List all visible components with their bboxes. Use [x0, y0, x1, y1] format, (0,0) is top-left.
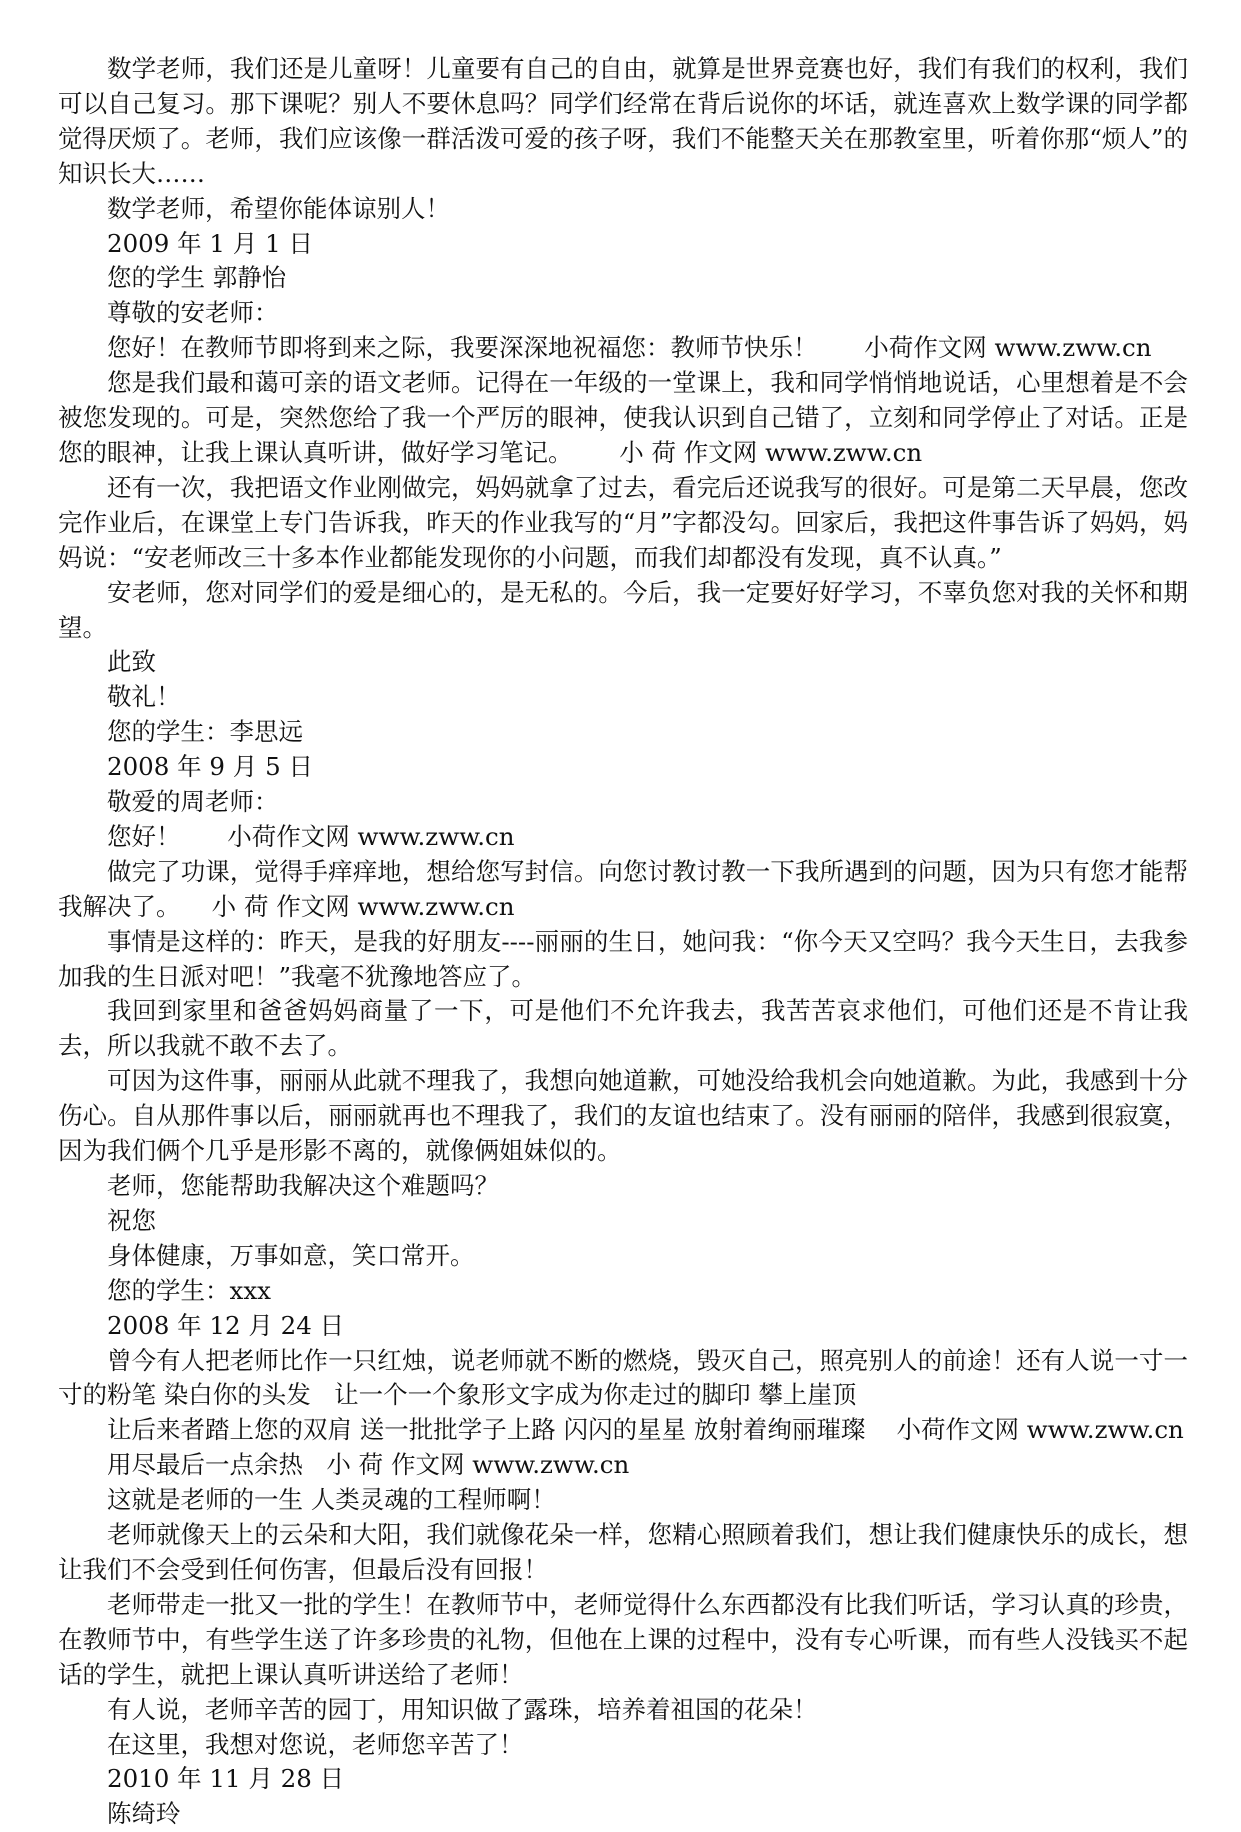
paragraph: 在这里，我想对您说，老师您辛苦了！ — [107, 1729, 524, 1759]
paragraph: 安老师，您对同学们的爱是细心的，是无私的。今后，我一定要好好学习，不辜负您对我的关怀和期望。 — [58, 577, 1188, 642]
paragraph: 还有一次，我把语文作业刚做完，妈妈就拿了过去，看完后还说我写的很好。可是第二天早晨，您改完作业后，在课堂上专门告诉我，昨天的作业我写的“月”字都没勾。回家后，我把这件事告诉了妈妈，妈妈说：“安老师改三十多本作业都能发现你的小问题，而我们却都没有发现，真不认真。” — [58, 472, 1188, 572]
paragraph: 数学老师，希望你能体谅别人！ — [107, 193, 450, 223]
paragraph: 您是我们最和蔼可亲的语文老师。记得在一年级的一堂课上，我和同学悄悄地说话，心里想着是不会被您发现的。可是，突然您给了我一个严厉的眼神，使我认识到自己错了，立刻和同学停止了对话。正是您的眼神，让我上课认真听讲，做好学习笔记。 小 荷 作文网 www.zww.cn — [58, 368, 1188, 467]
paragraph: 这就是老师的一生 人类灵魂的工程师啊！ — [107, 1485, 556, 1515]
paragraph: 可因为这件事，丽丽从此就不理我了，我想向她道歉，可她没给我机会向她道歉。为此，我感到十分伤心。自从那件事以后，丽丽就再也不理我了，我们的友谊也结束了。没有丽丽的陪伴，我感到很寂寞，因为我们俩个几乎是形影不离的，就像俩姐妹似的。 — [58, 1066, 1188, 1166]
letter-date: 2008 年 12 月 24 日 — [107, 1310, 345, 1340]
paragraph: 老师带走一批又一批的学生！在教师节中，老师觉得什么东西都没有比我们听话，学习认真的珍贵，在教师节中，有些学生送了许多珍贵的礼物，但他在上课的过程中，没有专心听课，而有些人没钱买不起话的学生，就把上课认真听讲送给了老师！ — [58, 1589, 1188, 1689]
letter-date: 2010 年 11 月 28 日 — [107, 1764, 345, 1794]
paragraph: 老师就像天上的云朵和大阳，我们就像花朵一样，您精心照顾着我们，想让我们健康快乐的成长，想让我们不会受到任何伤害，但最后没有回报！ — [58, 1520, 1188, 1584]
paragraph: 数学老师，我们还是儿童呀！儿童要有自己的自由，就算是世界竞赛也好，我们有我们的权利，我们可以自己复习。那下课呢？别人不要休息吗？同学们经常在背后说你的坏话，就连喜欢上数学课的同学都觉得厌烦了。老师，我们应该像一群活泼可爱的孩子呀，我们不能整天关在那教室里，听着你那“烦人”的知识长大…… — [58, 54, 1188, 188]
paragraph: 用尽最后一点余热 小 荷 作文网 www.zww.cn — [107, 1450, 630, 1480]
letter-signature: 您的学生 郭静怡 — [107, 263, 287, 293]
paragraph: 让后来者踏上您的双肩 送一批批学子上路 闪闪的星星 放射着绚丽璀璨 小荷作文网 www.zww.cn — [107, 1415, 1184, 1445]
paragraph: 您好！ 小荷作文网 www.zww.cn — [107, 821, 515, 851]
letter-signature: 陈绮玲 — [107, 1799, 181, 1829]
letter-date: 2008 年 9 月 5 日 — [107, 752, 313, 782]
letter-closing: 此致 — [107, 647, 156, 677]
letter-salutation: 尊敬的安老师： — [107, 298, 279, 328]
paragraph: 您好！在教师节即将到来之际，我要深深地祝福您：教师节快乐！ 小荷作文网 www.zww.cn — [107, 333, 1152, 363]
letter-salutation: 敬爱的周老师： — [107, 787, 279, 817]
letter-date: 2009 年 1 月 1 日 — [107, 228, 313, 258]
letter-closing: 祝您 — [107, 1205, 156, 1235]
paragraph: 有人说，老师辛苦的园丁，用知识做了露珠，培养着祖国的花朵！ — [107, 1694, 818, 1724]
document-body — [58, 52, 1188, 1832]
letter-signature: 您的学生：李思远 — [107, 717, 303, 747]
letter-closing: 身体健康，万事如意，笑口常开。 — [107, 1240, 475, 1270]
letter-signature: 您的学生：xxx — [107, 1275, 271, 1305]
paragraph: 曾今有人把老师比作一只红烛，说老师就不断的燃烧，毁灭自己，照亮别人的前途！还有人说一寸一寸的粉笔 染白你的头发 让一个一个象形文字成为你走过的脚印 攀上崖顶 — [58, 1345, 1188, 1410]
paragraph: 老师，您能帮助我解决这个难题吗？ — [107, 1171, 499, 1200]
paragraph: 做完了功课，觉得手痒痒地，想给您写封信。向您讨教讨教一下我所遇到的问题，因为只有您才能帮我解决了。 小 荷 作文网 www.zww.cn — [58, 856, 1188, 921]
letter-closing: 敬礼！ — [107, 682, 181, 712]
paragraph: 我回到家里和爸爸妈妈商量了一下，可是他们不允许我去，我苦苦哀求他们，可他们还是不肯让我去，所以我就不敢不去了。 — [58, 996, 1188, 1061]
paragraph: 事情是这样的：昨天，是我的好朋友----丽丽的生日，她问我：“你今天又空吗？我今天生日，去我参加我的生日派对吧！”我毫不犹豫地答应了。 — [58, 926, 1188, 991]
